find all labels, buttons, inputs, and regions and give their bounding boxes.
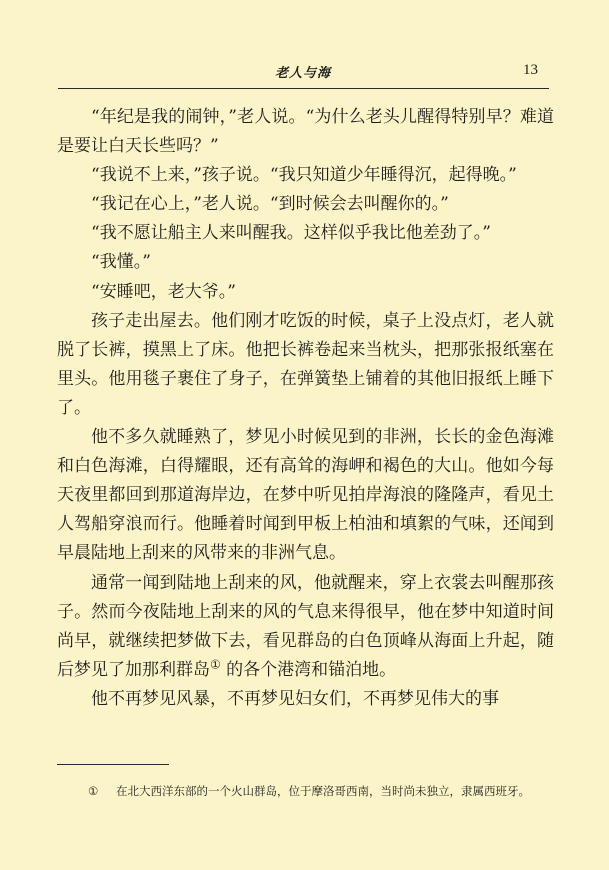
header-rule [58,88,549,89]
paragraph-with-footnote [57,569,554,685]
paragraph: “我记在心上，”老人说。“到时候会去叫醒你的。” [91,194,449,215]
paragraph: “我不愿让船主人来叫醒我。这样似乎我比他差劲了。” [91,223,491,244]
footnote-reference[interactable]: ① [210,657,221,672]
paragraph-text: 通常一闻到陆地上刮来的风，他就醒来，穿上衣裳去叫醒那孩子。然而今夜陆地上刮来的风的气息来得很早，他在梦中知道时间尚早，就继续把梦做下去，看见群岛的白色顶峰从海面上升起，随后梦见了加那利群岛 [57,572,554,680]
paragraph: “我说不上来，”孩子说。“我只知道少年睡得沉，起得晚。” [91,165,517,186]
paragraph: 他不多久就睡熟了，梦见小时候见到的非洲，长长的金色海滩和白色海滩，白得耀眼，还有高耸的海岬和褐色的大山。他如今每天夜里都回到那道海岸边，在梦中听见拍岸海浪的隆隆声，看见土人驾船穿浪而行。他睡着时闻到甲板上柏油和填絮的气味，还闻到早晨陆地上刮来的风带来的非洲气息。 [57,427,554,564]
paragraph: 他不再梦见风暴，不再梦见妇女们，不再梦见伟大的事 [91,688,499,709]
paragraph: “安睡吧，老大爷。” [91,281,236,302]
book-title: 老人与海 [274,66,331,81]
paragraph: “我懂。” [91,252,151,273]
paragraph: “年纪是我的闹钟，”老人说。“为什么老头儿醒得特别早？难道是要让白天长些吗？” [57,107,554,157]
paragraph: 孩子走出屋去。他们刚才吃饭的时候，桌子上没点灯，老人就脱了长裤，摸黑上了床。他把长裤卷起来当枕头，把那张报纸塞在里头。他用毯子裹住了身子，在弹簧垫上铺着的其他旧报纸上睡下了。 [57,310,554,418]
running-head [58,62,548,82]
page-number: 13 [523,62,538,78]
body-text [57,103,554,714]
footnote-text: 在北大西洋东部的一个火山群岛，位于摩洛哥西南，当时尚未独立，隶属西班牙。 [116,784,530,798]
footnote [88,779,558,803]
paragraph-text: 的各个港湾和锚泊地。 [220,659,397,680]
footnote-rule [57,764,169,765]
footnote-mark: ① [88,784,99,798]
